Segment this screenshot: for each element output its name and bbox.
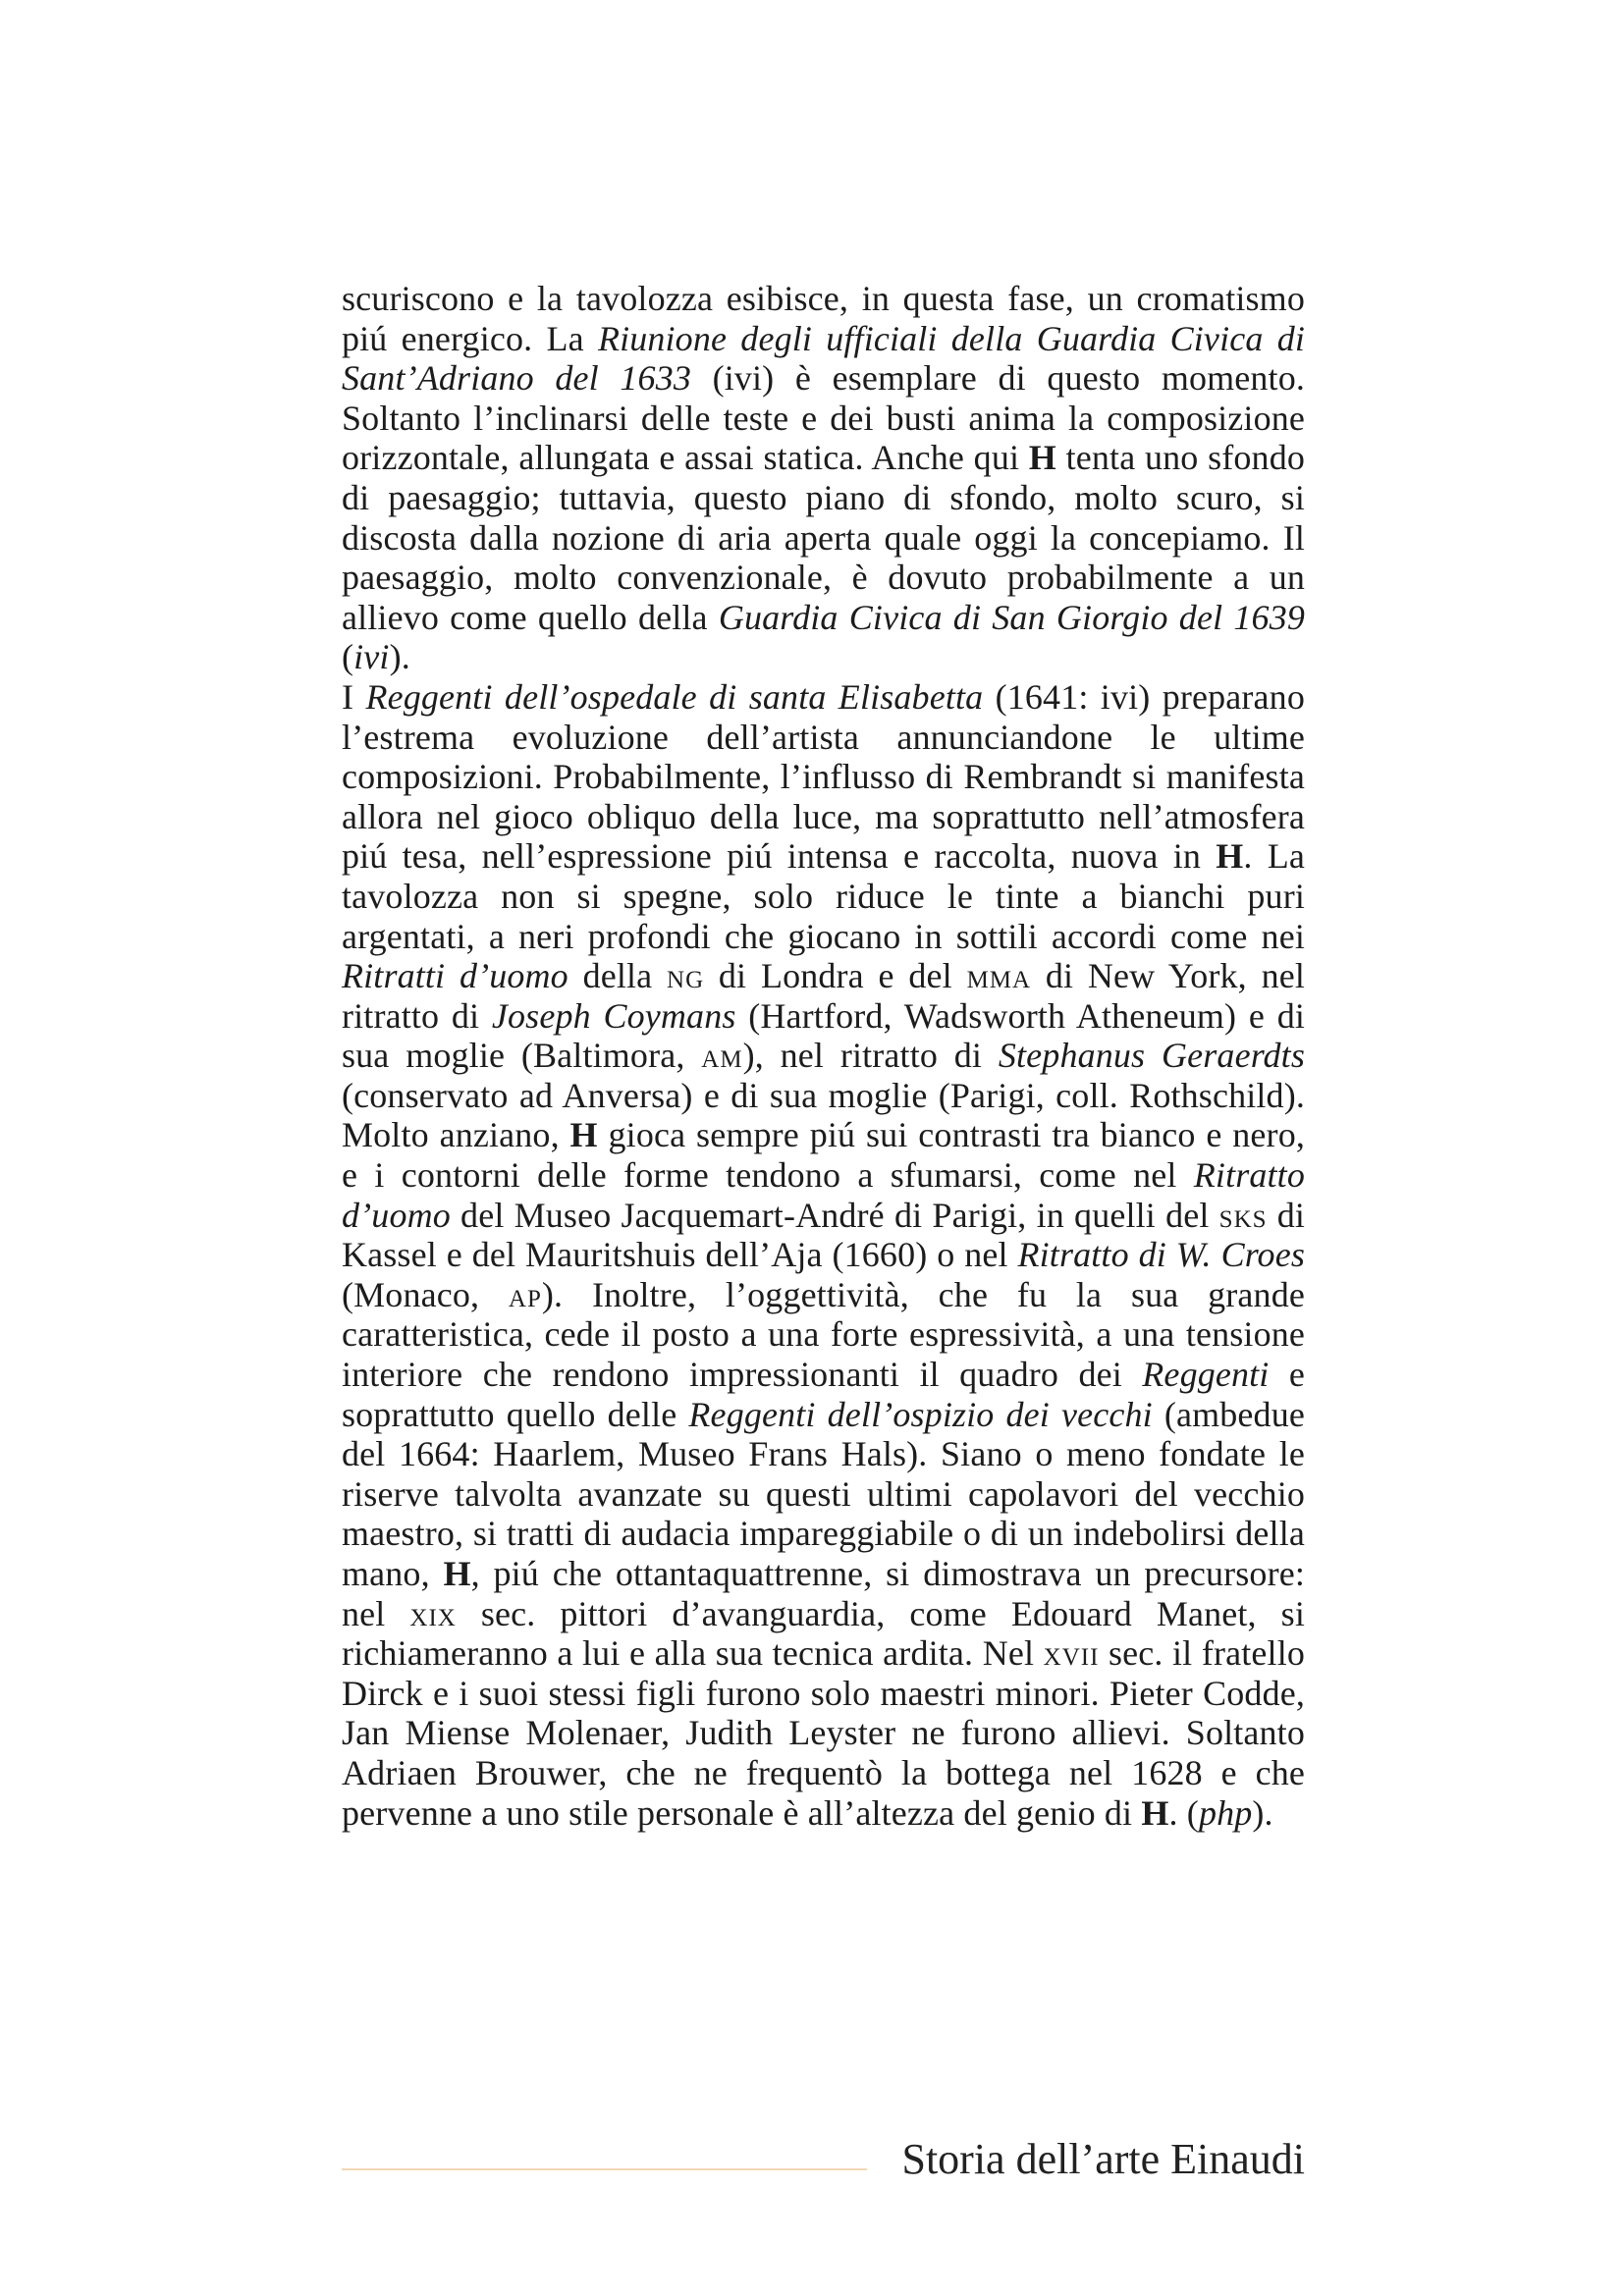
italic-run: Reggenti dell’ospizio dei vecchi xyxy=(688,1394,1153,1434)
text-run: (ivi) è esemplare di questo momento. Soltanto l’inclinarsi delle teste e dei busti anima la composizione orizzontale, allungata e assai statica. Anche qui xyxy=(342,358,1306,478)
smallcaps-run: sks xyxy=(1218,1195,1268,1235)
text-run: ). xyxy=(389,637,410,677)
text-run: ). xyxy=(1252,1792,1273,1833)
text-run: scuriscono e la tavolozza esibisce, in questa fase, un cromatismo piú energico. La xyxy=(342,279,1305,358)
text-run: della xyxy=(568,956,668,996)
italic-run: php xyxy=(1198,1792,1253,1833)
text-run: . La tavolozza non si spegne, solo riduce le tinte a bianchi puri argentati, a neri profondi che giocano in sottili accordi come nei xyxy=(342,836,1305,956)
italic-run: Stephanus Geraerdts xyxy=(998,1036,1305,1076)
text-run: (conservato ad Anversa) e di sua moglie (Parigi, coll. Rothschild). Molto anziano, xyxy=(342,1075,1305,1155)
smallcaps-run: xix xyxy=(409,1593,457,1633)
text-run: di New York, nel ritratto di xyxy=(342,956,1306,1036)
text-run: di Kassel e del Mauritshuis dell’Aja (1660) o nel xyxy=(342,1195,1306,1275)
footer-rule xyxy=(342,2168,867,2170)
smallcaps-run: ap xyxy=(508,1274,542,1314)
italic-run: Guardia Civica di San Giorgio del 1639 xyxy=(718,597,1305,637)
bold-run: H xyxy=(1028,438,1056,478)
text-run: e soprattutto quello delle xyxy=(342,1355,1305,1434)
smallcaps-run: am xyxy=(701,1036,743,1076)
text-run: del Museo Jacquemart-André di Parigi, in quelli del xyxy=(450,1195,1219,1235)
paragraph xyxy=(342,677,1305,1833)
italic-run: Ritratti d’uomo xyxy=(342,956,568,996)
text-run: (1641: ivi) preparano l’estrema evoluzione dell’artista annunciandone le ultime composizioni. Probabilmente, l’influsso di Rembrandt si manifesta allora nel gioco obliquo della luce, ma soprattutto nell’atmosfera piú tesa, nell’espressione piú intensa e raccolta, nuova in xyxy=(342,676,1305,877)
text-run: ( xyxy=(342,637,354,677)
text-run: sec. pittori d’avanguardia, come Edouard Manet, si richiameranno a lui e alla sua tecnica ardita. Nel xyxy=(342,1593,1305,1674)
text-run: tenta uno sfondo di paesaggio; tuttavia, questo piano di sfondo, molto scuro, si discosta dalla nozione di aria aperta quale oggi la concepiamo. Il paesaggio, molto convenzionale, è dovuto probabilmente a un allievo come quello della xyxy=(342,438,1305,637)
smallcaps-run: mma xyxy=(966,956,1032,996)
bold-run: H xyxy=(569,1115,598,1155)
italic-run: Reggenti xyxy=(1142,1355,1270,1395)
smallcaps-run: xvii xyxy=(1043,1633,1100,1674)
text-run: ). Inoltre, l’oggettività, che fu la sua grande caratteristica, cede il posto a una forte espressività, a una tensione interiore che rendono impressionanti il quadro dei xyxy=(342,1274,1305,1395)
text-run: . ( xyxy=(1168,1792,1199,1833)
italic-run: Reggenti dell’ospedale di santa Elisabetta xyxy=(365,676,984,717)
italic-run: Riunione degli ufficiali della Guardia Civica di Sant’Adriano del 1633 xyxy=(342,318,1305,399)
italic-run: ivi xyxy=(353,637,390,677)
italic-run: Ritratto d’uomo xyxy=(342,1155,1305,1235)
text-run: di Londra e del xyxy=(704,956,967,996)
text-run: gioca sempre piú sui contrasti tra bianco e nero, e i contorni delle forme tendono a sfumarsi, come nel xyxy=(342,1115,1306,1196)
text-run: sec. il fratello Dirck e i suoi stessi figli furono solo maestri minori. Pieter Codde, Jan Miense Molenaer, Judith Leyster ne furono allievi. Soltanto Adriaen Brouwer, che ne frequentò la bottega nel 1628 e che pervenne a uno stile personale è all’altezza del genio di xyxy=(342,1633,1305,1833)
text-run: (Monaco, xyxy=(342,1274,509,1314)
italic-run: Ritratto di W. Croes xyxy=(1017,1235,1305,1275)
bold-run: H xyxy=(443,1554,471,1593)
paragraph xyxy=(342,279,1305,677)
italic-run: Joseph Coymans xyxy=(491,995,736,1036)
text-run: (Hartford, Wadsworth Atheneum) e di sua moglie (Baltimora, xyxy=(342,995,1305,1076)
bold-run: H xyxy=(1141,1792,1169,1833)
text-run: (ambedue del 1664: Haarlem, Museo Frans Hals). Siano o meno fondate le riserve talvolta avanzate su questi ultimi capolavori del vecchio maestro, si tratti di audacia impareggiabile o di un indebolirsi della mano, xyxy=(342,1394,1305,1593)
page-footer xyxy=(342,2128,1305,2187)
bold-run: H xyxy=(1216,836,1244,877)
article-body xyxy=(342,279,1305,1833)
text-run: , piú che ottantaquattrenne, si dimostrava un precursore: nel xyxy=(342,1554,1305,1633)
footer-title: Storia dell’arte Einaudi xyxy=(901,2135,1305,2183)
text-run: ), nel ritratto di xyxy=(742,1036,999,1076)
text-run: I xyxy=(342,676,366,717)
smallcaps-run: ng xyxy=(667,956,705,996)
